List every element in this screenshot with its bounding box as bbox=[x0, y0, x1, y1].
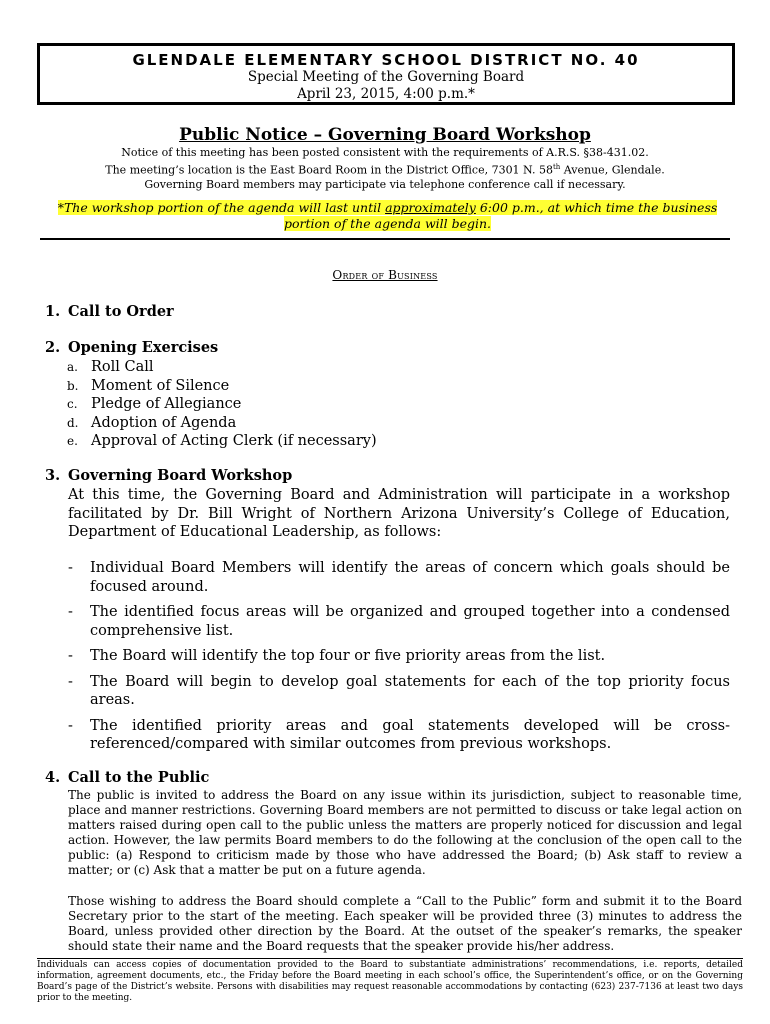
section-1-number: 1. bbox=[45, 303, 61, 320]
item-letter: b. bbox=[67, 378, 79, 393]
list-item bbox=[67, 377, 377, 396]
notice-line-2a: The meeting’s location is the East Board Room in the District Office, 7301 N. 58 bbox=[105, 163, 553, 177]
bullet-text: Individual Board Members will identify the areas of concern which goals should be focused around. bbox=[90, 560, 730, 595]
notice-line-2b: Avenue, Glendale. bbox=[560, 163, 665, 177]
item-text: Roll Call bbox=[91, 359, 154, 375]
item-letter: d. bbox=[67, 415, 79, 430]
bullet-item: - The Board will identify the top four or five priority areas from the list. bbox=[68, 648, 606, 664]
section-2 bbox=[45, 339, 218, 356]
list-item bbox=[67, 432, 377, 451]
call-to-public-paragraph-1: The public is invited to address the Board on any issue within its jurisdiction, subject to reasonable time, place and manner restrictions. Governing Board members are not permitted to discuss or take legal action on matters raised during open call to the public unless the matters are properly noticed for discussion and legal action. However, the law permits Board members to do the following at the conclusion of the open call to the public: (a) Respond to criticism made by those who have addressed the Board; (b) Ask staff to review a matter; or (c) Ask that a matter be put on a future agenda. bbox=[68, 788, 742, 877]
public-notice-title: Public Notice – Governing Board Workshop bbox=[179, 125, 591, 145]
item-text: Approval of Acting Clerk (if necessary) bbox=[91, 433, 377, 449]
header-box bbox=[37, 43, 735, 105]
item-letter: e. bbox=[67, 434, 78, 448]
workshop-time-notice bbox=[45, 200, 730, 232]
notice-line-3: Governing Board members may participate via telephone conference call if necessary. bbox=[144, 177, 626, 191]
section-1 bbox=[45, 303, 174, 320]
notice-line-2-sup: th bbox=[552, 163, 561, 171]
bullet-text: The identified focus areas will be organized and grouped together into a condensed comprehensive list. bbox=[90, 604, 730, 639]
item-text: Moment of Silence bbox=[91, 377, 230, 394]
notice-line-2 bbox=[60, 160, 710, 178]
footer-note: Individuals can access copies of documentation provided to the Board to substantiate administrations’ recommendations, i.e. reports, detailed information, agreement documents, etc., the Friday before the Board meeting in each school’s office, the Superintendent’s office, or on the Governing Board’s page of the District’s website. Persons with disabilities may request reasonable accommodations by contacting (623) 237-7136 at least two days prior to the meeting. bbox=[37, 960, 743, 1003]
notice-text bbox=[60, 146, 710, 192]
section-3-title: Governing Board Workshop bbox=[68, 467, 293, 484]
bullet-item: - The identified focus areas will be organized and grouped together into a condensed comprehensive list. bbox=[68, 604, 730, 639]
section-4 bbox=[45, 769, 209, 786]
order-of-business-title: Order of Business bbox=[332, 268, 438, 282]
highlight-underlined: approximately bbox=[385, 200, 476, 215]
list-item bbox=[67, 395, 377, 414]
bullet-item: - The Board will begin to develop goal statements for each of the top priority focus areas. bbox=[68, 673, 730, 708]
section-2-number: 2. bbox=[45, 339, 61, 356]
call-to-public-paragraph-2: Those wishing to address the Board should complete a “Call to the Public” form and submit it to the Board Secretary prior to the start of the meeting. Each speaker will be provided three (3) minutes to address the Board, unless provided other direction by the Board. At the outset of the speaker’s remarks, the speaker should state their name and the Board requests that the speaker provide his/her address. bbox=[68, 894, 742, 953]
section-4-title: Call to the Public bbox=[68, 769, 210, 786]
opening-exercises-list bbox=[67, 358, 377, 451]
item-letter: a. bbox=[67, 360, 78, 374]
item-text: Adoption of Agenda bbox=[91, 414, 237, 431]
bullet-text: The Board will identify the top four or five priority areas from the list. bbox=[90, 648, 606, 664]
section-1-title: Call to Order bbox=[68, 303, 174, 320]
bullet-item: - Individual Board Members will identify the areas of concern which goals should be focused around. bbox=[68, 560, 730, 595]
bullet-text: The identified priority areas and goal statements developed will be cross-referenced/compared with similar outcomes from previous workshops. bbox=[90, 717, 730, 752]
workshop-bullets bbox=[68, 559, 730, 761]
section-3-number: 3. bbox=[45, 467, 61, 484]
highlight-a: *The workshop portion of the agenda will last until bbox=[57, 200, 386, 215]
workshop-intro: At this time, the Governing Board and Administration will participate in a workshop facilitated by Dr. Bill Wright of Northern Arizona University’s College of Education, Department of Educational Leadership, as follows: bbox=[68, 487, 730, 540]
bullet-item: - The identified priority areas and goal statements developed will be cross-referenced/compared with similar outcomes from previous workshops. bbox=[68, 717, 730, 752]
item-letter: c. bbox=[67, 397, 78, 411]
item-text: Pledge of Allegiance bbox=[91, 396, 242, 412]
section-4-number: 4. bbox=[45, 769, 61, 786]
meeting-type: Special Meeting of the Governing Board bbox=[247, 69, 525, 85]
notice-line-1: Notice of this meeting has been posted consistent with the requirements of A.R.S. §38-431.02. bbox=[121, 146, 649, 159]
section-2-title: Opening Exercises bbox=[68, 339, 219, 356]
meeting-date: April 23, 2015, 4:00 p.m.* bbox=[297, 86, 475, 102]
bullet-text: The Board will begin to develop goal statements for each of the top priority focus areas. bbox=[90, 673, 730, 708]
list-item bbox=[67, 358, 377, 377]
section-3 bbox=[45, 467, 292, 484]
highlight-b: 6:00 p.m., at which time the business portion of the agenda will begin. bbox=[283, 200, 718, 231]
list-item bbox=[67, 414, 377, 433]
divider bbox=[40, 238, 730, 240]
district-name: GLENDALE ELEMENTARY SCHOOL DISTRICT NO. 40 bbox=[132, 51, 640, 69]
footer-divider bbox=[37, 958, 743, 959]
